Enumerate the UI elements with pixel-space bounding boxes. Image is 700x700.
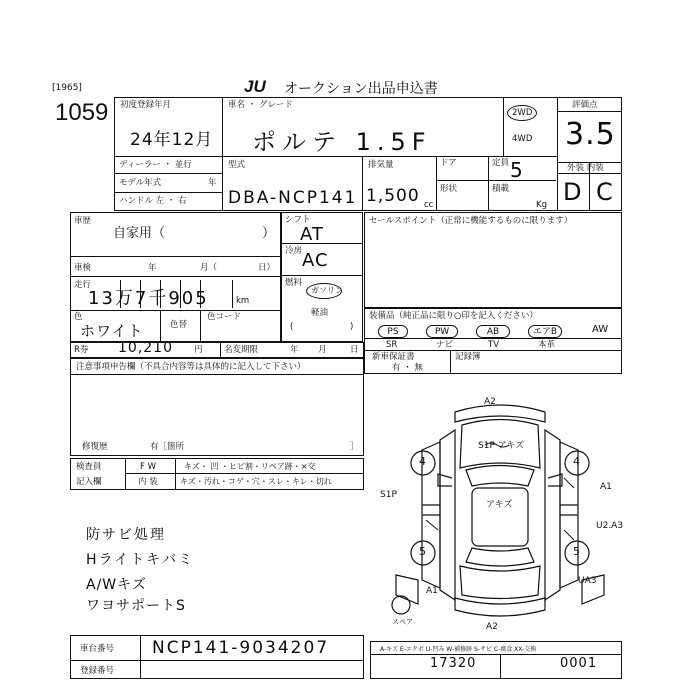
form-title: オークション出品申込書 — [284, 81, 438, 97]
door-label: ドア — [440, 158, 457, 168]
mark-side-right-2: U2.A3 — [596, 521, 624, 531]
drive-4wd: 4WD — [512, 134, 533, 144]
damage-legend: A-キズ E-エクボ U-凹み W-補修跡 S-サビ C-腐食 XX-交換 — [380, 646, 537, 653]
kg-unit: Kg — [536, 200, 547, 210]
recycle-label: R券 — [74, 345, 89, 355]
recycle-yen: 円 — [194, 345, 203, 355]
repair-value: 有［箇所 — [150, 442, 185, 452]
mark-top: A2 — [484, 397, 496, 407]
tire-tl-value: 4 — [419, 455, 426, 468]
displacement-label: 排気量 — [368, 160, 394, 170]
interior-legend: キズ・汚れ・コゲ・穴・スレ・キレ・切れ — [180, 477, 332, 486]
model-year-unit: 年 — [208, 178, 217, 188]
mark-side-right-1: A1 — [600, 482, 612, 492]
recycle-value: 10,210 — [118, 340, 173, 356]
lot-number: 1059 — [55, 99, 109, 126]
load-label: 積載 — [492, 184, 510, 194]
first-reg-value: 24年12月 — [130, 130, 214, 150]
fuel-gasoline: ガソリン — [311, 286, 343, 295]
sales-point-label: セールスポイント（正常に機能するものに限ります） — [369, 216, 573, 226]
equip-navi: ナビ — [436, 340, 454, 350]
first-reg-label: 初度登録年月 — [120, 100, 172, 110]
chassis-value: NCP141-9034207 — [152, 638, 330, 658]
bottom-value-1: 17320 — [430, 656, 477, 671]
ext-int-label: 外装 内装 — [567, 163, 604, 173]
mark-bottom-left: A1 — [426, 586, 438, 596]
mark-front: S1P アキズ — [478, 441, 525, 451]
cc-unit: cc — [424, 200, 434, 210]
tire-bl-value: 5 — [419, 545, 426, 558]
spare-label: スペア — [392, 618, 413, 626]
car-name-label: 車名 ・ グレード — [228, 100, 293, 110]
mark-bottom: A2 — [486, 622, 498, 632]
inspection-day: 日） — [258, 263, 276, 273]
ac-value: AC — [302, 250, 329, 271]
tire-tr-value: 4 — [573, 455, 580, 468]
exterior-legend: キズ・ 凹 ・ヒビ割・リペア跡・×交 — [184, 462, 316, 471]
equip-ab: AB — [476, 325, 510, 338]
color-tone-label: 色替 — [170, 320, 188, 330]
inspection-month: 月（ — [200, 263, 218, 273]
mileage-label: 走行 — [74, 280, 92, 290]
equip-leather: 本革 — [538, 340, 556, 350]
tire-br-value: 5 — [573, 545, 580, 558]
equip-aw: AW — [592, 324, 609, 335]
history-value: 自家用（ — [113, 226, 166, 241]
registration-label: 登録番号 — [80, 666, 115, 676]
warranty-label: 新車保証書 — [372, 352, 415, 362]
capacity-label: 定員 — [492, 158, 510, 168]
sheet-code: [1965] — [52, 83, 82, 93]
inspector-label: 検査員 — [76, 462, 102, 472]
handwritten-note-2: Hライトキバミ — [86, 552, 195, 568]
repair-close: ］ — [350, 442, 359, 452]
shift-value: AT — [300, 224, 324, 245]
capacity-value: 5 — [510, 158, 524, 182]
history-close: ） — [262, 226, 276, 241]
chassis-label: 車台番号 — [80, 644, 115, 654]
dealer-label: ディーラー ・ 並行 — [119, 160, 192, 170]
mark-roof: アキズ — [486, 500, 513, 510]
notes-label: 注意事項申告欄（不具合内容等は具体的に記入して下さい） — [76, 362, 306, 372]
mark-bottom-right: UA3 — [578, 576, 597, 586]
inspection-label: 車検 — [74, 263, 92, 273]
equip-ps: PS — [378, 325, 408, 338]
name-change-year: 年 — [290, 345, 299, 355]
shape-label: 形状 — [440, 184, 458, 194]
handwritten-note-1: 防サビ処理 — [86, 527, 166, 543]
repair-label: 修復歴 — [82, 442, 108, 452]
equip-pw: PW — [426, 325, 458, 338]
ju-logo: JU — [244, 77, 266, 96]
fw-label: F W — [140, 462, 156, 472]
fuel-bracket-left: ( — [290, 322, 294, 332]
fuel-label: 燃料 — [285, 278, 303, 288]
color-code-label: 色コード — [207, 312, 242, 322]
handwritten-note-4: ワヨサポートS — [86, 598, 186, 614]
mileage-unit: km — [236, 296, 250, 306]
score-label: 評価点 — [572, 100, 598, 110]
mark-side-left: S1P — [380, 490, 397, 500]
model-year-label: モデル年式 — [119, 178, 162, 188]
type-value: DBA-NCP141 — [228, 188, 358, 208]
entry-label: 記入欄 — [76, 477, 102, 487]
handle-label: ハンドル 左 ・ 右 — [119, 196, 187, 206]
fuel-diesel: 軽油 — [311, 308, 329, 318]
name-change-month: 月 — [318, 345, 327, 355]
equip-airb: エアB — [528, 325, 562, 338]
ac-label: 冷房 — [285, 246, 303, 256]
name-change-day: 日 — [350, 345, 359, 355]
history-label: 車歴 — [74, 216, 92, 226]
name-change-label: 名変期限 — [224, 345, 259, 355]
interior-grade: C — [596, 178, 614, 206]
warranty-values: 有 ・ 無 — [392, 363, 423, 373]
shift-label: シフト — [285, 215, 311, 225]
score-value: 3.5 — [565, 117, 616, 152]
bottom-value-2: 0001 — [560, 656, 598, 671]
displacement-value: 1,500 — [366, 186, 420, 206]
record-book-label: 記録簿 — [455, 352, 481, 362]
fuel-bracket-right: ) — [350, 322, 354, 332]
interior-label: 内 装 — [138, 477, 158, 487]
type-label: 型式 — [228, 160, 246, 170]
equip-sr: SR — [386, 340, 398, 350]
color-value: ホワイト — [80, 322, 144, 340]
mileage-value: 13万7千905 — [88, 288, 209, 309]
inspection-year: 年 — [148, 263, 157, 273]
car-name-value: ポルテ 1.5F — [252, 128, 432, 156]
drive-2wd: 2WD — [512, 108, 533, 118]
exterior-grade: D — [563, 178, 583, 206]
handwritten-note-3: A/Wキズ — [86, 577, 147, 593]
color-label: 色 — [74, 312, 83, 322]
equip-tv: TV — [488, 340, 500, 350]
equipment-label: 装備品（純正品に限り○印を記入ください） — [369, 311, 538, 321]
